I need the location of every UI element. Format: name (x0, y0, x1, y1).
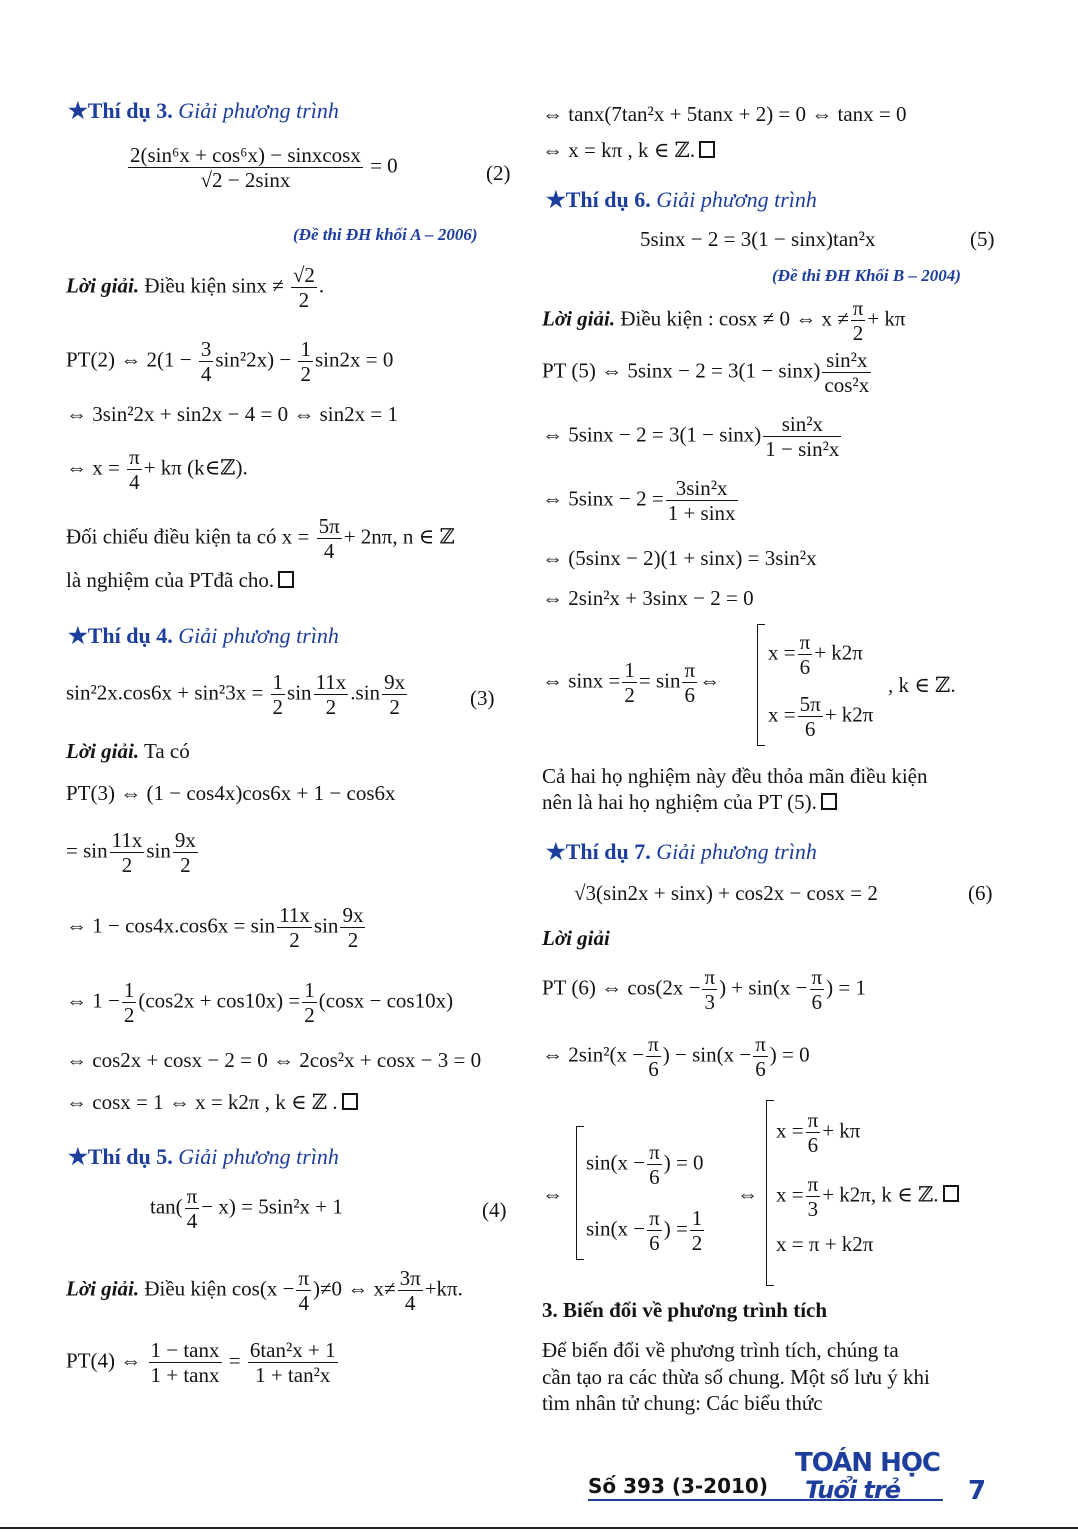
section-3-line-2: cần tạo ra các thừa số chung. Một số lưu ý khi (542, 1365, 930, 1389)
eq2-denominator: √2 − 2sinx (200, 168, 291, 193)
step-text: ⇔ x = (66, 455, 120, 480)
fraction-numerator: π (648, 1032, 659, 1056)
fraction-denominator: 6 (684, 683, 696, 708)
fraction-denominator: 2 (300, 362, 311, 387)
ex6-step-4: ⇔ (5sinx − 2)(1 + sinx) = 3sin²x (542, 546, 817, 570)
star-icon: ★ (68, 98, 88, 123)
fraction-numerator: 11x (279, 903, 310, 927)
system-bracket-left (576, 1126, 577, 1260)
root-text: x = (776, 1182, 804, 1207)
condition-text: +kπ. (424, 1276, 463, 1301)
ex6-conclusion-line-2 (542, 792, 837, 813)
eq2-rhs: = 0 (370, 153, 398, 178)
case-text: x = (768, 702, 796, 727)
ex4-solution-intro (66, 741, 190, 762)
ex6-k-condition: , k ∈ ℤ. (888, 673, 956, 697)
star-icon: ★ (546, 839, 566, 864)
step-text: sin (313, 913, 339, 938)
fraction-numerator: 1 (691, 1206, 703, 1230)
fraction-denominator: 6 (648, 1057, 659, 1082)
ex5-step-3 (542, 140, 715, 161)
fraction-denominator: 2 (289, 928, 300, 953)
fraction-numerator: 9x (342, 903, 364, 927)
step-text: ⇔ 5sinx − 2 = 3(1 − sinx) (542, 422, 762, 447)
step-text: ⇔ x = kπ , k ∈ ℤ. (542, 138, 696, 162)
sub-text: sin(x − (586, 1216, 646, 1241)
step-text: ⇔ 1 − (66, 988, 120, 1013)
fraction-numerator: 5π (799, 692, 821, 716)
example-5-title: Thí dụ 5. (87, 1144, 173, 1169)
end-of-proof-icon (821, 793, 837, 810)
page-bottom-rule (0, 1527, 1078, 1529)
example-5-heading (68, 1146, 339, 1168)
ex6-step-5: ⇔ 2sin²x + 3sinx − 2 = 0 (542, 586, 754, 610)
equation-number-2: (2) (486, 161, 511, 185)
fraction-numerator: π (799, 630, 811, 654)
fraction-denominator: 6 (811, 990, 823, 1015)
condition-text: Điều kiện : cosx ≠ 0 ⇔ x ≠ (620, 306, 849, 331)
ex6-step-2 (542, 412, 843, 461)
root-text: x = (776, 1118, 804, 1143)
fraction-denominator: 6 (649, 1231, 660, 1256)
fraction-denominator: 6 (804, 717, 816, 742)
exam-source-ex6: (Đề thi ĐH Khối B – 2004) (772, 266, 961, 285)
ex3-step-4 (66, 514, 455, 563)
fraction-numerator: π (684, 658, 696, 682)
ex6-conclusion-line-1: Cả hai họ nghiệm này đều thỏa mãn điều kiện (542, 764, 928, 788)
fraction-numerator: 6tan²x + 1 (249, 1338, 336, 1362)
step-text: ) = 0 (769, 1042, 810, 1067)
fraction-denominator: 6 (799, 655, 811, 680)
step-text: ) + sin(x − (719, 975, 808, 1000)
fraction-denominator: 2 (347, 928, 359, 953)
fraction-denominator: 2 (272, 695, 284, 720)
star-icon: ★ (546, 187, 566, 212)
eq-text: .sin (350, 680, 381, 705)
condition-text: Điều kiện cos(x − (144, 1276, 295, 1301)
step-text: là nghiệm của PTđã cho. (66, 568, 275, 592)
ex7-arrow-2: ⇔ (737, 1182, 758, 1206)
sub-text: ) = (663, 1216, 688, 1241)
fraction-denominator: 2 (123, 1003, 135, 1028)
case-text: + k2π (824, 702, 874, 727)
equation-number-5: (5) (970, 227, 995, 251)
ex4-step-5: ⇔ cos2x + cosx − 2 = 0 ⇔ 2cos²x + cosx − 3 = 0 (66, 1048, 482, 1072)
system-bracket-right (766, 1100, 767, 1286)
example-7-task: Giải phương trình (656, 839, 817, 864)
fraction-numerator: 1 (123, 978, 135, 1002)
step-text: (cos2x + cos10x) = (138, 988, 301, 1013)
example-3-title: Thí dụ 3. (87, 98, 173, 123)
step-text: sin (146, 838, 171, 863)
ex4-step-6 (66, 1092, 358, 1113)
magazine-logo-bottom: Tuổi trẻ (805, 1476, 901, 1504)
fraction-denominator: 2 (325, 695, 337, 720)
condition-text: )≠0 ⇔ x≠ (313, 1276, 396, 1301)
fraction-numerator: π (704, 965, 716, 989)
fraction-denominator: 3 (807, 1197, 819, 1222)
ex7-root-1 (776, 1108, 860, 1157)
fraction-denominator: 4 (298, 1291, 309, 1316)
fraction-denominator: 2 (298, 288, 310, 313)
fraction-denominator: 2 (180, 853, 191, 878)
step-text: + 2nπ, n ∈ ℤ (343, 524, 455, 549)
end-of-proof-icon (943, 1185, 959, 1202)
example-4-heading (68, 625, 339, 647)
ex7-sub-2 (586, 1206, 706, 1255)
solution-set-bracket (757, 624, 758, 746)
ex5-step-2: ⇔ tanx(7tan²x + 5tanx + 2) = 0 ⇔ tanx = 0 (542, 102, 907, 126)
example-3-task: Giải phương trình (178, 98, 339, 123)
ex7-sub-1 (586, 1140, 704, 1189)
step-text: ⇔ cosx = 1 ⇔ x = k2π , k ∈ ℤ . (66, 1090, 338, 1114)
fraction-numerator: π (649, 1206, 660, 1230)
fraction-denominator: 2 (304, 1003, 315, 1028)
step-text: sin2x = 0 (314, 347, 394, 372)
fraction-denominator: 1 + sinx (667, 501, 736, 526)
exam-source-ex3: (Đề thi ĐH khối A – 2006) (293, 225, 478, 244)
equation-5: 5sinx − 2 = 3(1 − sinx)tan²x (640, 227, 876, 251)
end-of-proof-icon (342, 1093, 358, 1110)
eq-text: − x) = 5sin²x + 1 (201, 1194, 343, 1219)
step-text: PT(2) ⇔ 2(1 − (66, 347, 192, 372)
root-text: + kπ (822, 1118, 861, 1143)
ex6-condition (542, 296, 906, 345)
example-7-title: Thí dụ 7. (565, 839, 651, 864)
end-of-proof-icon (278, 571, 294, 588)
equation-6: √3(sin2x + sinx) + cos2x − cosx = 2 (574, 881, 878, 905)
example-3-heading (68, 100, 339, 122)
fraction-numerator: π (298, 1266, 310, 1290)
star-icon: ★ (68, 1144, 88, 1169)
fraction-denominator: 4 (323, 539, 335, 564)
step-text: = (228, 1348, 241, 1373)
ex7-root-2 (776, 1172, 959, 1221)
step-text: (cosx − cos10x) (318, 988, 454, 1013)
sub-text: sin(x − (586, 1150, 646, 1175)
equation-number-4: (4) (482, 1198, 507, 1222)
equation-4 (150, 1184, 343, 1233)
condition-text: + kπ (867, 306, 906, 331)
fraction-numerator: 3 (200, 337, 212, 361)
fraction-numerator: 9x (384, 670, 406, 694)
fraction-numerator: π (755, 1032, 766, 1056)
section-3-line-3: tìm nhân tử chung: Các biểu thức (542, 1391, 823, 1415)
case-text: x = (768, 640, 796, 665)
case-text: + k2π (814, 640, 863, 665)
ex4-step-3 (66, 903, 367, 952)
ex5-condition (66, 1266, 463, 1315)
ex7-root-3: x = π + k2π (776, 1232, 874, 1256)
step-text: sin²2x) − (215, 347, 292, 372)
fraction-denominator: cos²x (824, 373, 870, 398)
fraction-denominator: 2 (691, 1231, 703, 1256)
fraction-numerator: π (129, 445, 140, 469)
sub-text: ) = 0 (663, 1150, 704, 1175)
star-icon: ★ (68, 623, 88, 648)
eq2-numerator: 2(sin⁶x + cos⁶x) − sinxcosx (130, 143, 361, 167)
solution-label: Lời giải. (542, 306, 616, 331)
fraction-numerator: 11x (111, 828, 143, 852)
fraction-numerator: sin²x (763, 412, 841, 437)
fraction-denominator: 4 (129, 470, 140, 495)
fraction-numerator: π (807, 1108, 819, 1132)
equation-3 (66, 670, 409, 719)
ex3-step-1 (66, 337, 393, 386)
equation-number-3: (3) (470, 686, 495, 710)
end-of-proof-icon (699, 141, 715, 158)
fraction-numerator: 3π (399, 1266, 421, 1290)
conclusion-text: nên là hai họ nghiệm của PT (5). (542, 790, 817, 814)
step-text: ⇔ 5sinx − 2 = (542, 486, 664, 511)
example-6-heading (546, 189, 817, 211)
solution-label: Lời giải. (66, 273, 140, 298)
step-text: ) = 1 (826, 975, 866, 1000)
ex3-step-5 (66, 570, 294, 591)
equation-2 (126, 143, 398, 192)
ex6-case-2 (768, 692, 873, 741)
step-text: PT (6) ⇔ cos(2x − (542, 975, 701, 1000)
solution-text: Ta có (143, 739, 190, 763)
step-text: ) − sin(x − (662, 1042, 752, 1067)
fraction-denominator: 6 (807, 1133, 819, 1158)
example-7-heading (546, 841, 817, 863)
section-3-line-1: Để biến đổi về phương trình tích, chúng ta (542, 1338, 899, 1362)
fraction-numerator: sin²x (822, 348, 871, 373)
step-text: ⇔ sinx = (542, 668, 621, 693)
fraction-numerator: 11x (315, 670, 347, 694)
fraction-numerator: π (807, 1172, 819, 1196)
example-4-title: Thí dụ 4. (87, 623, 173, 648)
fraction-numerator: 1 (272, 670, 284, 694)
ex6-step-1 (542, 348, 873, 397)
step-text: ⇔ (699, 668, 721, 693)
ex4-step-1: PT(3) ⇔ (1 − cos4x)cos6x + 1 − cos6x (66, 781, 396, 805)
fraction-numerator: 1 (624, 658, 635, 682)
ex6-step-3 (542, 476, 740, 525)
fraction-denominator: 1 − sin²x (765, 437, 840, 462)
ex7-step-1 (542, 965, 866, 1014)
ex7-step-2 (542, 1032, 810, 1081)
fraction-numerator: 3sin²x (666, 476, 738, 501)
fraction-denominator: 4 (200, 362, 212, 387)
solution-label: Lời giải. (66, 1276, 140, 1301)
fraction-numerator: 1 (304, 978, 315, 1002)
solution-label: Lời giải. (66, 739, 140, 763)
solution-label: Lời giải (542, 926, 610, 950)
ex6-step-6 (542, 658, 720, 707)
fraction-denominator: 4 (404, 1291, 416, 1316)
equation-number-6: (6) (968, 881, 993, 905)
fraction-numerator: √2 (292, 263, 315, 287)
step-text: + kπ (k∈ℤ). (143, 455, 248, 480)
page-number: 7 (968, 1476, 987, 1506)
ex4-step-2 (66, 828, 200, 877)
example-4-task: Giải phương trình (178, 623, 339, 648)
ex7-arrow-1: ⇔ (542, 1182, 563, 1206)
step-text: PT(4) ⇔ (66, 1348, 142, 1373)
fraction-denominator: 4 (186, 1209, 198, 1234)
fraction-denominator: 6 (755, 1057, 766, 1082)
magazine-logo-top: TOÁN HỌC (795, 1448, 941, 1478)
fraction-numerator: 9x (174, 828, 196, 852)
fraction-denominator: 2 (852, 321, 864, 346)
ex6-case-1 (768, 630, 863, 679)
fraction-denominator: 1 + tanx (150, 1363, 220, 1388)
step-text: = sin (66, 838, 108, 863)
fraction-denominator: 2 (624, 683, 635, 708)
step-text: ⇔ 1 − cos4x.cos6x = sin (66, 913, 276, 938)
fraction-numerator: 1 − tanx (150, 1338, 220, 1362)
eq-text: sin²2x.cos6x + sin²3x = (66, 680, 264, 705)
ex3-step-2: ⇔ 3sin²2x + sin2x − 4 = 0 ⇔ sin2x = 1 (66, 402, 398, 426)
fraction-numerator: π (811, 965, 823, 989)
fraction-numerator: π (852, 296, 864, 320)
fraction-denominator: 1 + tan²x (255, 1363, 331, 1388)
step-text: ⇔ 2sin²(x − (542, 1042, 645, 1067)
fraction-denominator: 6 (649, 1165, 660, 1190)
condition-text: Điều kiện sinx ≠ (144, 273, 284, 298)
step-text: Đối chiếu điều kiện ta có x = (66, 524, 310, 549)
ex3-condition: Lời giải. Điều kiện sinx ≠ $\frac{√2}{2}$ . (66, 263, 325, 313)
step-text: PT (5) ⇔ 5sinx − 2 = 3(1 − sinx) (542, 358, 821, 383)
ex5-step-1 (66, 1338, 340, 1387)
ex3-step-3 (66, 445, 248, 494)
section-3-title: 3. Biến đổi về phương trình tích (542, 1298, 828, 1322)
example-6-task: Giải phương trình (656, 187, 817, 212)
root-text: + k2π, k ∈ ℤ. (822, 1182, 939, 1207)
fraction-numerator: π (186, 1184, 198, 1208)
fraction-numerator: π (649, 1140, 660, 1164)
example-6-title: Thí dụ 6. (565, 187, 651, 212)
fraction-numerator: 1 (300, 337, 311, 361)
fraction-denominator: 2 (121, 853, 133, 878)
fraction-denominator: 2 (389, 695, 400, 720)
example-5-task: Giải phương trình (178, 1144, 339, 1169)
issue-number: Số 393 (3-2010) (588, 1474, 768, 1498)
fraction-numerator: 5π (318, 514, 340, 538)
step-text: = sin (638, 668, 681, 693)
fraction-denominator: 3 (704, 990, 715, 1015)
ex4-step-4 (66, 978, 453, 1027)
eq-text: tan( (150, 1194, 183, 1219)
eq-text: sin (287, 680, 312, 705)
